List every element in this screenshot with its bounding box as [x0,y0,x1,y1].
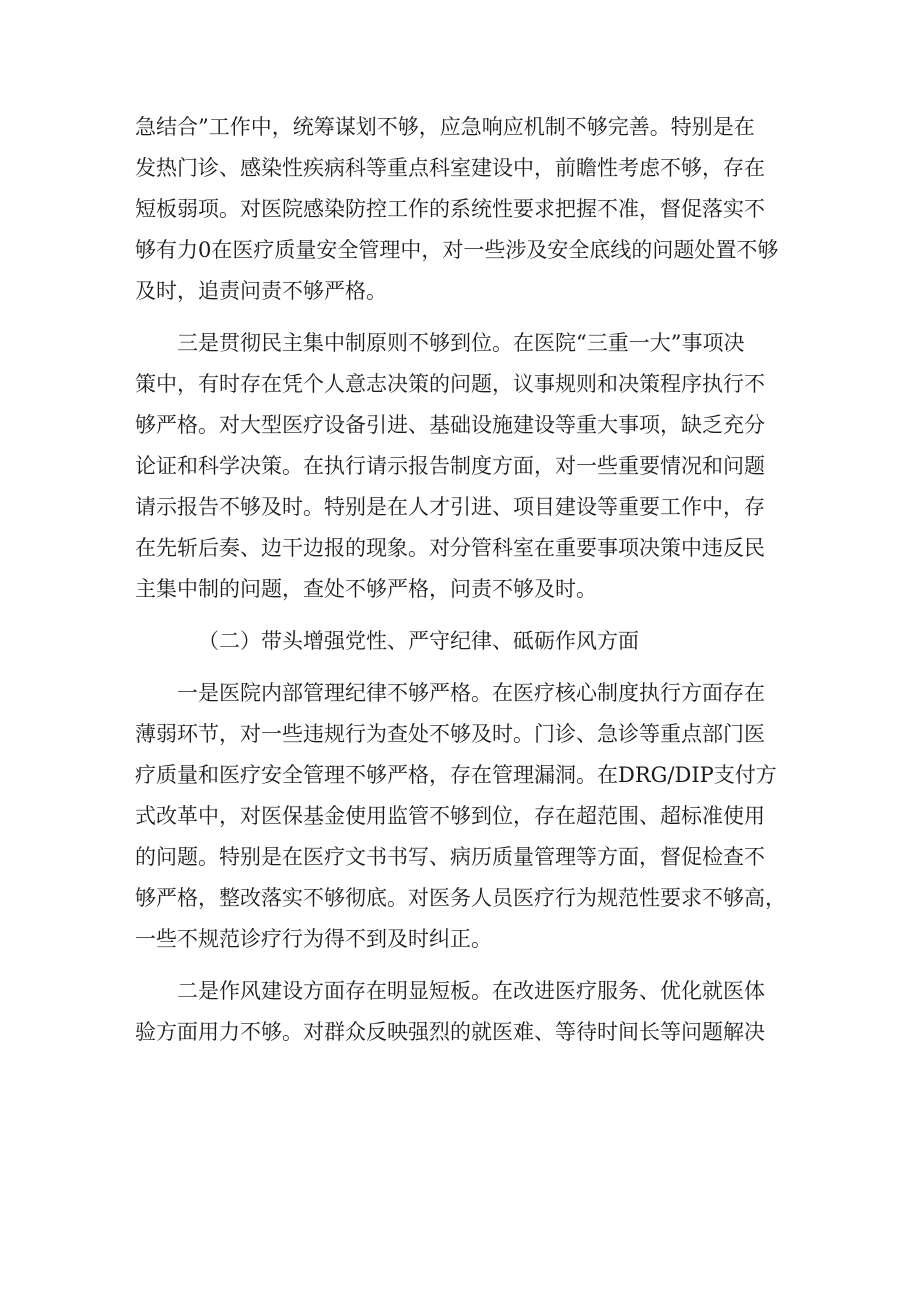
text-line: 的问题。特别是在医疗文书书写、病历质量管理等方面，督促检查不 [135,845,765,869]
text-line: 二是作风建设方面存在明显短板。在改进医疗服务、优化就医体 [177,979,765,1003]
text-line: 够有力0在医疗质量安全管理中，对一些涉及安全底线的问题处置不够 [135,238,779,262]
text-line: 验方面用力不够。对群众反映强烈的就医难、等待时间长等问题解决 [135,1020,765,1044]
text-line: 论证和科学决策。在执行请示报告制度方面，对一些重要情况和问题 [135,454,765,478]
paragraph-emergency-response [135,107,795,312]
document-body [135,107,795,1064]
paragraph-democratic-centralism [135,323,795,610]
text-line: 主集中制的问题，查处不够严格，问责不够及时。 [135,577,597,601]
text-line: 疗质量和医疗安全管理不够严格，存在管理漏洞。在DRG/DIP支付方 [135,763,777,787]
text-line: 薄弱环节，对一些违规行为查处不够及时。门诊、急诊等重点部门医 [135,722,765,746]
text-line: 三是贯彻民主集中制原则不够到位。在医院“三重一大”事项决 [177,331,745,355]
text-line: 及时，追责问责不够严格。 [135,279,387,303]
text-line: 够严格。对大型医疗设备引进、基础设施建设等重大事项，缺乏充分 [135,413,765,437]
text-line: 式改革中，对医保基金使用监管不够到位，存在超范围、超标准使用 [135,804,765,828]
paragraph-internal-discipline [135,673,795,960]
text-line: 一是医院内部管理纪律不够严格。在医疗核心制度执行方面存在 [177,681,765,705]
paragraph-work-style [135,971,795,1053]
text-line: 急结合”工作中，统筹谋划不够，应急响应机制不够完善。特别是在 [135,115,755,139]
section-heading: （二）带头增强党性、严守纪律、砥砺作风方面 [198,629,639,653]
text-line: 短板弱项。对医院感染防控工作的系统性要求把握不准，督促落实不 [135,197,765,221]
text-line: 请示报告不够及时。特别是在人才引进、项目建设等重要工作中，存 [135,495,765,519]
text-line: 一些不规范诊疗行为得不到及时纠正。 [135,927,492,951]
text-line: 够严格，整改落实不够彻底。对医务人员医疗行为规范性要求不够高， [135,886,786,910]
text-line: 发热门诊、感染性疾病科等重点科室建设中，前瞻性考虑不够，存在 [135,156,765,180]
text-line: 在先斩后奏、边干边报的现象。对分管科室在重要事项决策中违反民 [135,536,765,560]
text-line: 策中，有时存在凭个人意志决策的问题，议事规则和决策程序执行不 [135,372,765,396]
